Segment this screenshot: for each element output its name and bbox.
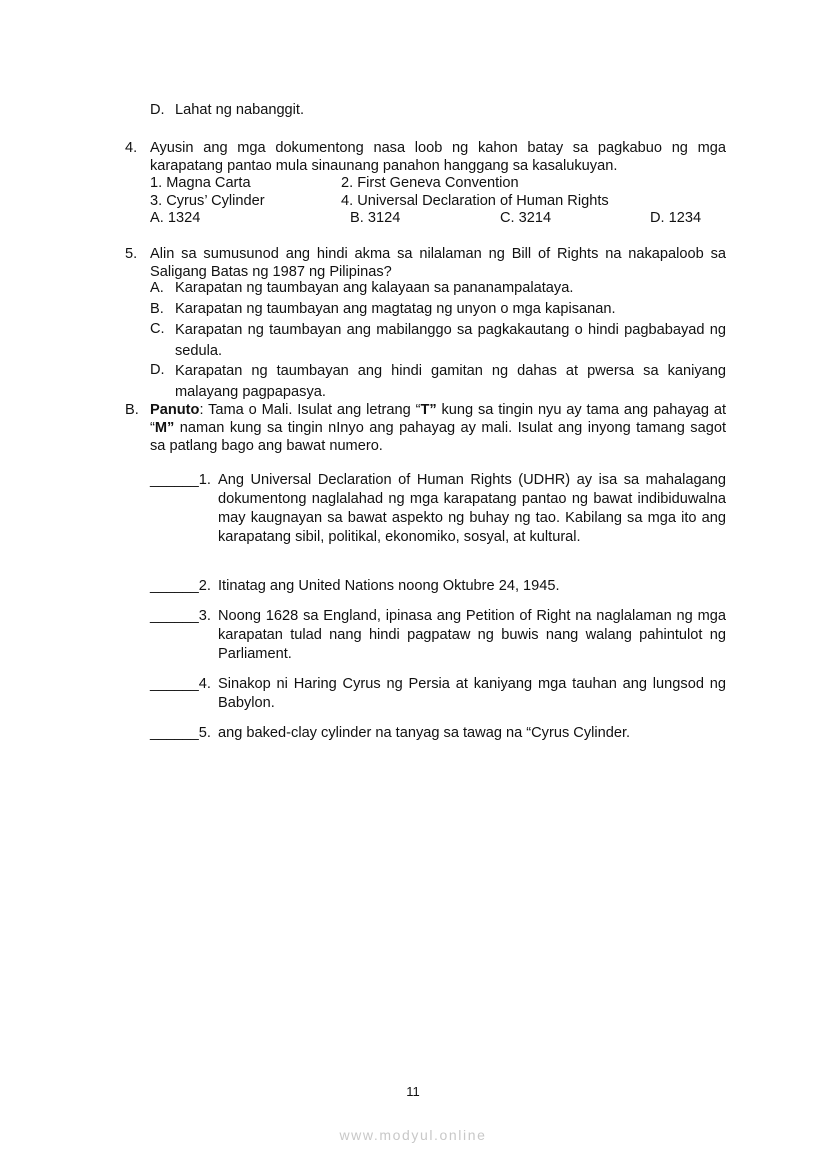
- question-number: 5.: [125, 246, 138, 262]
- document-item: 1. Magna Carta: [150, 175, 251, 191]
- answer-blank[interactable]: ______3.: [150, 608, 211, 624]
- true-mark: T”: [420, 402, 437, 418]
- option-letter: A.: [150, 280, 164, 296]
- statement-text: ang baked-clay cylinder na tanyag sa tawag na “Cyrus Cylinder.: [218, 725, 631, 741]
- watermark: www.modyul.online: [339, 1127, 487, 1143]
- answer-blank[interactable]: ______2.: [150, 578, 211, 594]
- option-text: Lahat ng nabanggit.: [175, 102, 305, 118]
- answer-blank[interactable]: ______1.: [150, 472, 211, 488]
- option-text: Karapatan ng taumbayan ang magtatag ng unyon o mga kapisanan.: [175, 301, 616, 317]
- option-text: Karapatan ng taumbayan ang kalayaan sa pananampalataya.: [175, 280, 574, 296]
- option-text: Karapatan ng taumbayan ang mabilanggo sa pagkakautang o hindi pagbabayad ng sedula.: [175, 322, 726, 359]
- option-letter: D.: [150, 102, 165, 118]
- instructions-label: Panuto: [150, 402, 200, 418]
- option-text: Karapatan ng taumbayan ang hindi gamitan ng dahas at pwersa sa kaniyang malayang pagpapasya.: [175, 363, 726, 400]
- option-letter: B.: [150, 301, 164, 317]
- statement-text: Ang Universal Declaration of Human Rights (UDHR) ay isa sa mahalagang dokumentong naglalahad ng mga karapatang pantao ng bawat indibiduwalna may kaugnayan sa bawat aspekto ng buhay ng tao. Kabilang sa mga ito ang karapatang sibil, politikal, ekonomiko, sosyal, at kultural.: [218, 472, 726, 545]
- choice-c: C. 3214: [500, 210, 552, 226]
- question-text: Ayusin ang mga dokumentong nasa loob ng kahon batay sa pagkabuo ng mga karapatang pantao mula sinaunang panahon hanggang sa kasalukuyan.: [150, 140, 726, 174]
- answer-blank[interactable]: ______5.: [150, 725, 211, 741]
- document-item: 2. First Geneva Convention: [341, 175, 519, 191]
- instructions: Panuto: Tama o Mali. Isulat ang letrang “T” kung sa tingin nyu ay tama ang pahayag at “M” naman kung sa tingin nInyo ang pahayag ay mali. Isulat ang inyong tamang sagot sa patlang bago ang bawat numero.: [150, 402, 727, 454]
- statement-text: Sinakop ni Haring Cyrus ng Persia at kaniyang mga tauhan ang lungsod ng Babylon.: [218, 676, 726, 711]
- choice-b: B. 3124: [350, 210, 401, 226]
- answer-blank[interactable]: ______4.: [150, 676, 211, 692]
- question-text: Alin sa sumusunod ang hindi akma sa nilalaman ng Bill of Rights na nakapaloob sa Saligang Batas ng 1987 ng Pilipinas?: [150, 246, 726, 280]
- document-item: 4. Universal Declaration of Human Rights: [341, 193, 609, 209]
- false-mark: M”: [154, 420, 175, 436]
- section-letter: B.: [125, 402, 139, 418]
- choice-d: D. 1234: [650, 210, 702, 226]
- question-number: 4.: [125, 140, 138, 156]
- option-letter: C.: [150, 321, 165, 337]
- statement-text: Noong 1628 sa England, ipinasa ang Petition of Right na naglalaman ng mga karapatan tulad nang hindi pagpataw ng buwis nang walang pahintulot ng Parliament.: [218, 608, 726, 662]
- statement-text: Itinatag ang United Nations noong Oktubre 24, 1945.: [218, 578, 560, 594]
- document-item: 3. Cyrus’ Cylinder: [150, 193, 265, 209]
- option-letter: D.: [150, 362, 165, 378]
- choice-a: A. 1324: [150, 210, 201, 226]
- page-number: 11: [406, 1084, 420, 1099]
